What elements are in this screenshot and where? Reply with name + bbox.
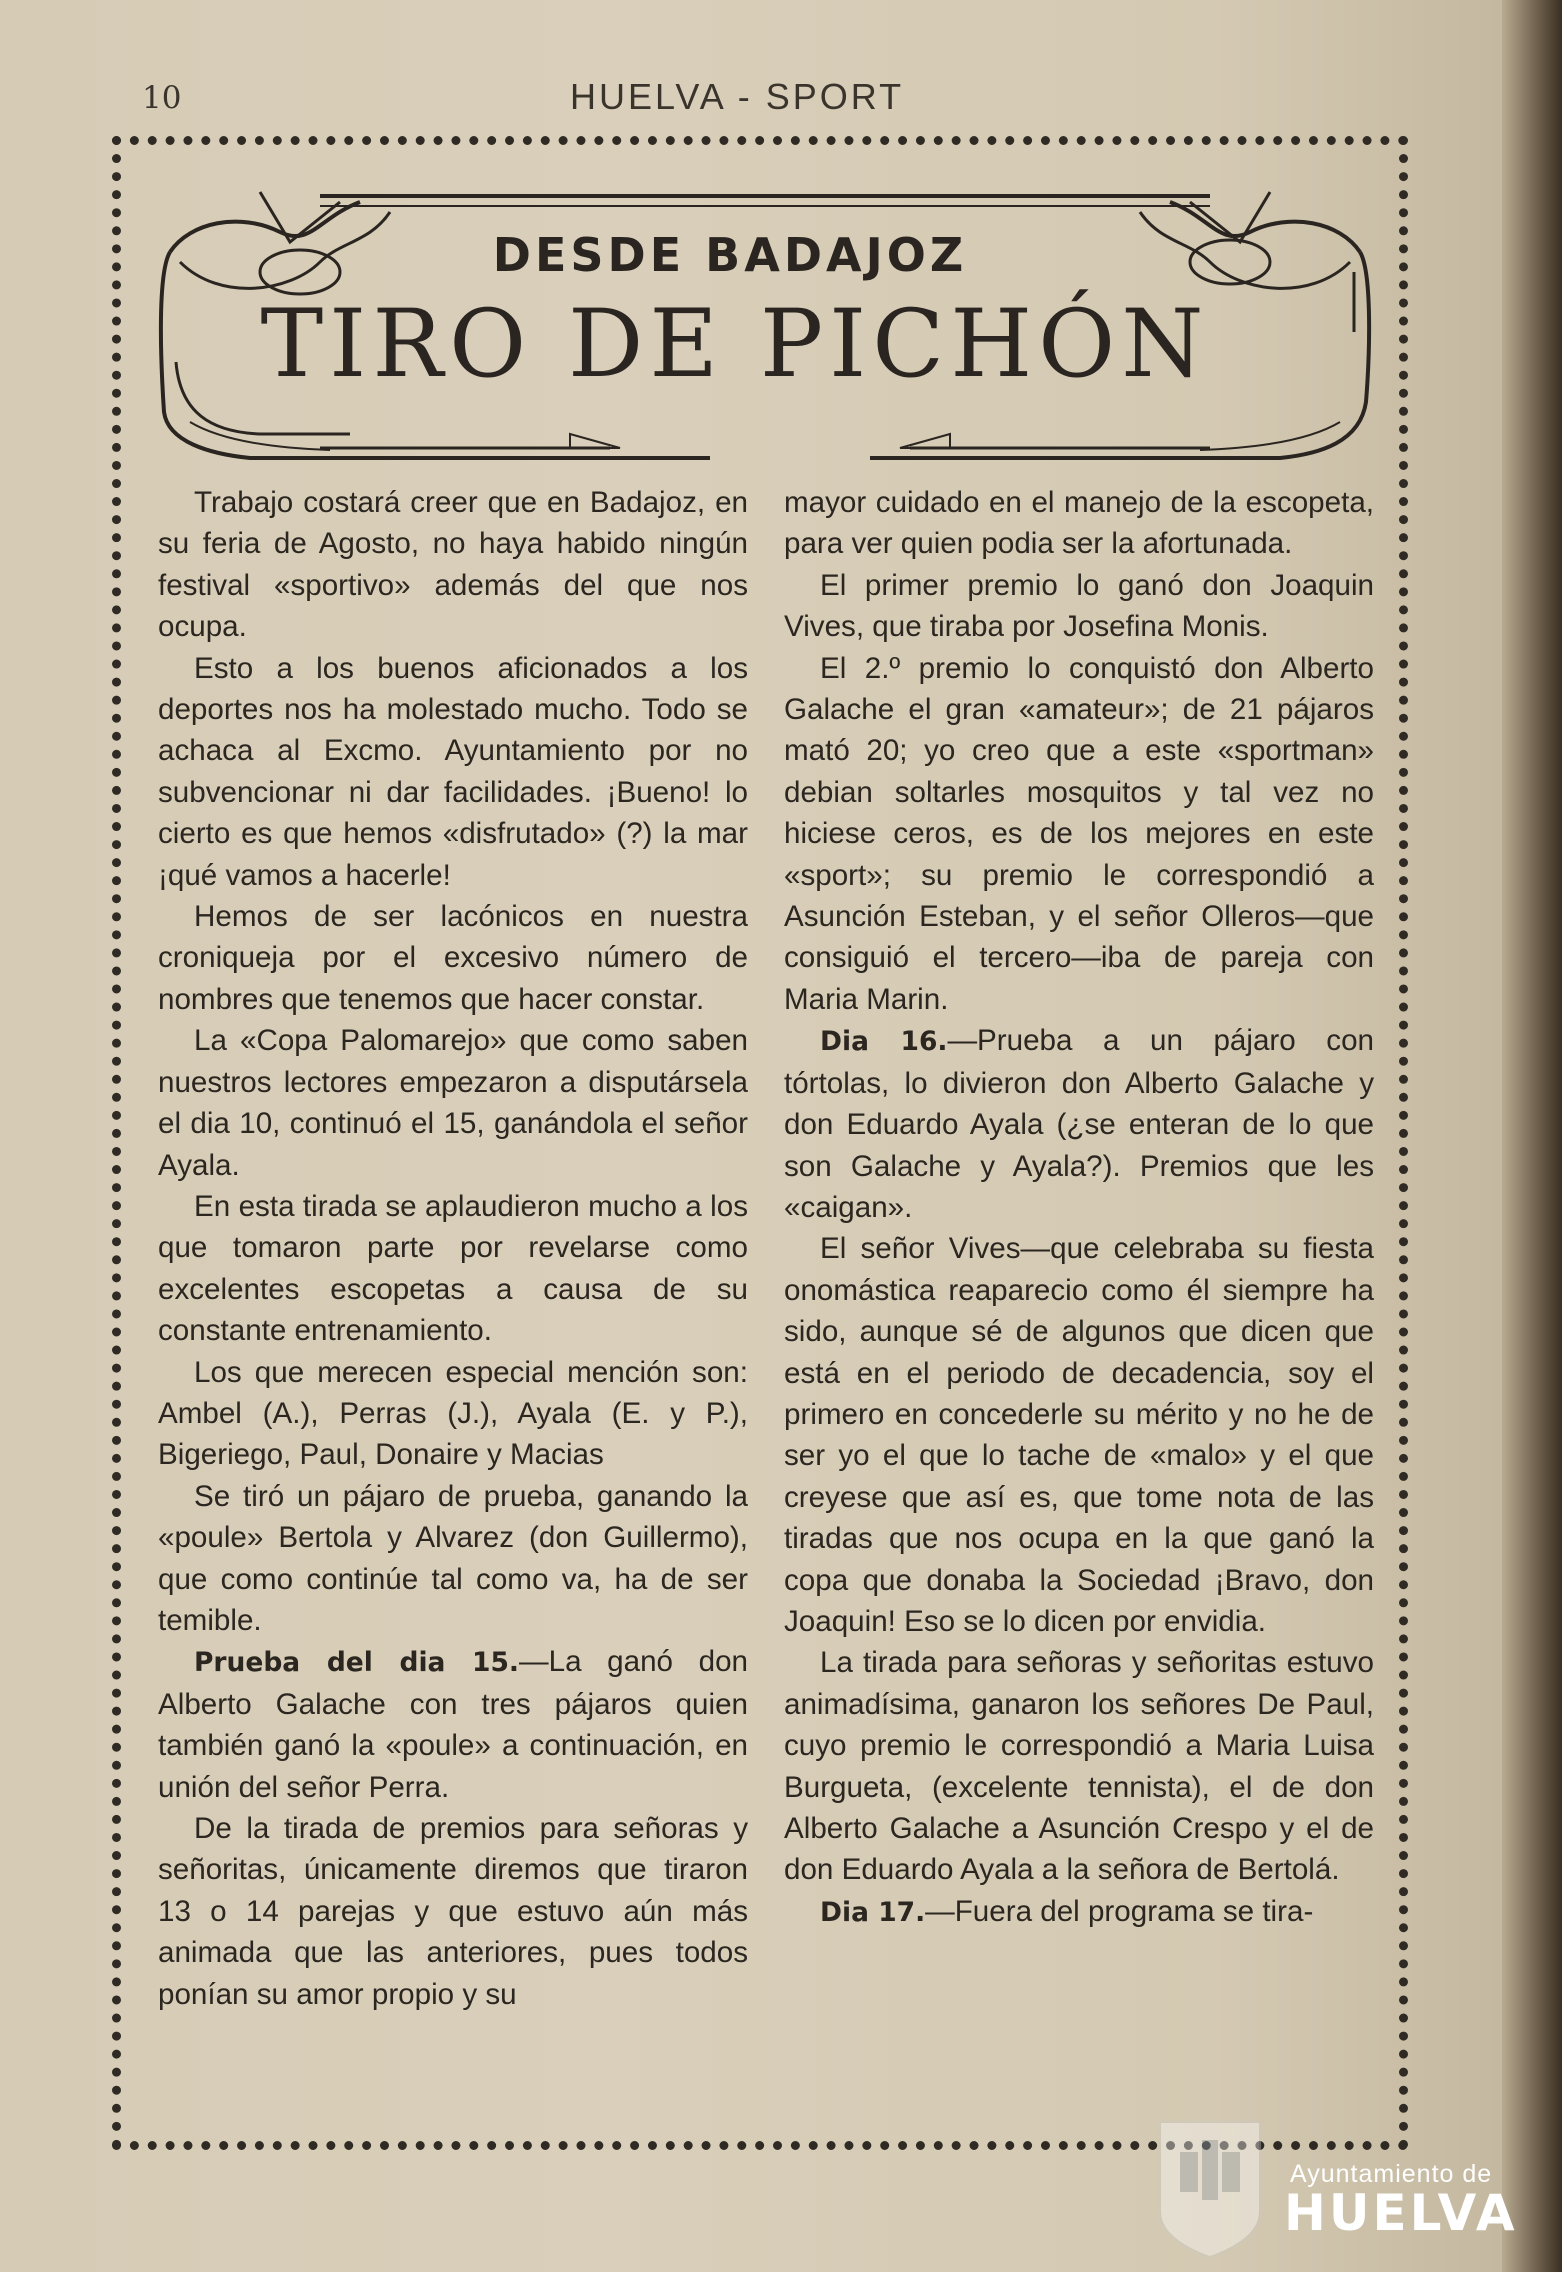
binding-shadow	[1502, 0, 1562, 2272]
paragraph-text: El señor Vives—que celebraba su fiesta onomástica reaparecio como él siempre ha sido, aunque sé de algunos que dicen que está en el periodo de decadencia, soy el primero en concederle su mérito y no he de ser yo el que lo tache de «malo» y el que creyese que así es, que tome nota de las tiradas que nos ocupa en la que ganó la copa que donaba la Sociedad ¡Bravo, don Joaquin! Eso se lo dicen por envidia.	[784, 1232, 1374, 1638]
paragraph-text: La tirada para señoras y señoritas estuvo animadísima, ganaron los señores De Paul, cuyo premio le correspondió a Maria Luisa Burgueta, (excelente tennista), el de don Alberto Galache a Asunción Crespo y el de don Eduardo Ayala a la señora de Bertolá.	[784, 1646, 1374, 1887]
paragraph	[158, 1808, 748, 2015]
paragraph	[158, 482, 748, 648]
paragraph	[158, 1476, 748, 1642]
paragraph	[158, 648, 748, 896]
paragraph-text: mayor cuidado en el manejo de la escopeta, para ver quien podia ser la afortunada.	[784, 486, 1374, 561]
paragraph	[784, 1642, 1374, 1890]
paragraph	[784, 482, 1374, 565]
paragraph-text: El 2.º premio lo conquistó don Alberto Galache el gran «amateur»; de 21 pájaros mató 20; yo creo que a este «sportman» debian soltarles mosquitos y tal vez no hiciese ceros, es de los mejores en este «sport»; su premio le correspondió a Asunción Esteban, y el señor Olleros—que consiguió el tercero—iba de pareja con Maria Marin.	[784, 651, 1374, 1016]
watermark-line-2: HUELVA	[1284, 2184, 1518, 2242]
watermark-line-1: Ayuntamiento de	[1290, 2160, 1493, 2188]
paragraph	[784, 1228, 1374, 1642]
paragraph-text: El primer premio lo ganó don Joaquin Vives, que tiraba por Josefina Monis.	[784, 568, 1374, 644]
section-kicker: DESDE BADAJOZ	[492, 228, 968, 282]
paragraph	[158, 1352, 748, 1476]
paragraph	[784, 648, 1374, 1021]
paragraph	[784, 565, 1374, 648]
paragraph-text: En esta tirada se aplaudieron mucho a los que tomaron parte por revelarse como excelentes escopetas a causa de su constante entrenamiento.	[158, 1189, 748, 1348]
paragraph-text: —La ganó don Alberto Galache con tres pájaros quien también ganó la «poule» a continuación, en unión del señor Perra.	[158, 1645, 749, 1804]
paragraph-text: Hemos de ser lacónicos en nuestra croniqueja por el excesivo número de nombres que tenemos que hacer constar.	[158, 900, 748, 1016]
article-title: TIRO DE PICHÓN	[260, 290, 1210, 399]
paragraph-lead: Dia 17.	[820, 1896, 926, 1928]
paragraph	[158, 1641, 748, 1808]
paragraph-text: De la tirada de premios para señoras y señoritas, únicamente diremos que tiraron 13 o 14 parejas y que estuvo aún más animada que las anteriores, pues todos ponían su amor propio y su	[158, 1812, 748, 2011]
paragraph-text: Trabajo costará creer que en Badajoz, en su feria de Agosto, no haya habido ningún festival «sportivo» además del que nos ocupa.	[158, 486, 748, 644]
running-head: HUELVA - SPORT	[570, 76, 905, 117]
paragraph-text: Los que merecen especial mención son: Ambel (A.), Perras (J.), Ayala (E. y P.), Bigeriego, Paul, Donaire y Macias	[158, 1355, 748, 1472]
paragraph-text: —Fuera del programa se tira-	[925, 1894, 1314, 1928]
paragraph	[784, 1891, 1374, 1933]
paragraph	[158, 896, 748, 1020]
paragraph	[158, 1186, 748, 1352]
paragraph	[158, 1020, 748, 1186]
paragraph-text: Esto a los buenos aficionados a los deportes nos ha molestado mucho. Todo se achaca al Excmo. Ayuntamiento por no subvencionar ni dar facilidades. ¡Bueno! lo cierto es que hemos «disfrutado» (?) la mar ¡qué vamos a hacerle!	[158, 651, 748, 892]
right-column	[784, 482, 1374, 1933]
paragraph-text: La «Copa Palomarejo» que como saben nuestros lectores empezaron a disputársela el dia 10, continuó el 15, ganándola el señor Ayala.	[158, 1024, 748, 1182]
paragraph-text: Se tiró un pájaro de prueba, ganando la «poule» Bertola y Alvarez (don Guillermo), que como continúe tal como va, ha de ser temible.	[158, 1479, 748, 1637]
paragraph-text: —Prueba a un pájaro con tórtolas, lo divieron don Alberto Galache y don Eduardo Ayala (¿se enteran de lo que son Galache y Ayala?). Premios que les «caigan».	[784, 1024, 1374, 1224]
left-column	[158, 482, 748, 2015]
paragraph	[784, 1020, 1374, 1228]
page-number: 10	[142, 80, 182, 116]
paragraph-lead: Dia 16.	[820, 1026, 948, 1058]
paragraph-lead: Prueba del dia 15.	[194, 1647, 520, 1679]
